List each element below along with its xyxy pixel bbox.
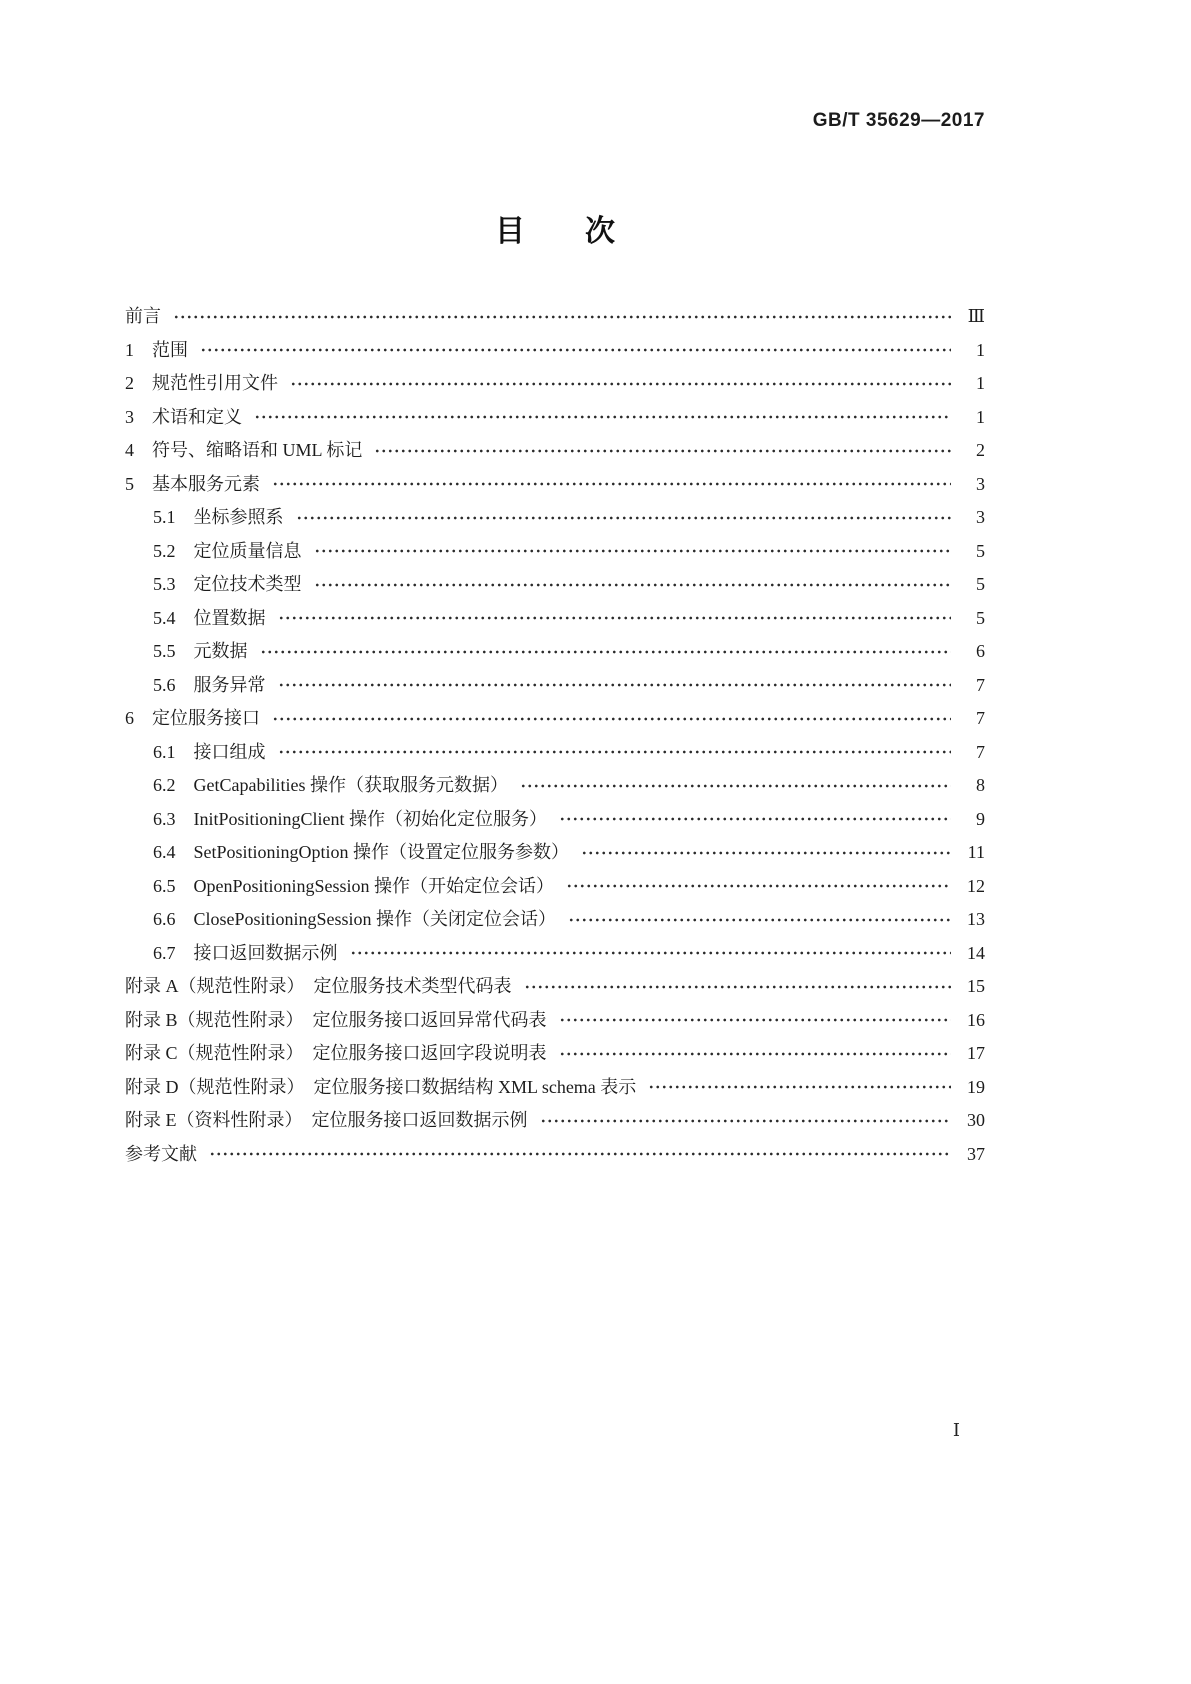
toc-entry-page: 9: [976, 808, 985, 829]
toc-entry-page: 11: [967, 842, 985, 862]
dot-leader: [278, 677, 952, 693]
toc-entry-label: 6.2 GetCapabilities 操作（获取服务元数据）: [153, 775, 508, 795]
toc-entry: [125, 434, 985, 468]
toc-entry-label: 5.6 服务异常: [153, 674, 266, 695]
toc-entry-label: 6.4 SetPositioningOption 操作（设置定位服务参数）: [153, 842, 570, 862]
toc-entry: [125, 702, 985, 736]
dot-leader: [568, 912, 951, 928]
toc-entry-label: 1 范围: [125, 339, 188, 360]
toc-entry-page: 37: [967, 1143, 985, 1164]
dot-leader: [559, 1046, 951, 1062]
dot-leader: [173, 309, 951, 325]
dot-leader: [278, 744, 952, 760]
dot-leader: [648, 1079, 951, 1095]
dot-leader: [278, 610, 952, 626]
toc-entry-label: 5.4 位置数据: [153, 607, 266, 628]
toc-entry-page: 1: [976, 406, 985, 427]
toc-entry-page: 1: [976, 373, 985, 393]
toc-entry: [125, 401, 985, 435]
toc-entry: [125, 937, 985, 971]
toc-entry-page: 5: [976, 607, 985, 628]
toc-entry-page: 8: [976, 775, 985, 795]
toc-entry-page: 19: [967, 1076, 985, 1097]
dot-leader: [540, 1113, 952, 1129]
dot-leader: [350, 945, 952, 961]
toc-entry-page: 12: [967, 875, 985, 896]
toc-entry-label: 附录 C（规范性附录） 定位服务接口返回字段说明表: [125, 1043, 547, 1063]
toc-entry: [125, 602, 985, 636]
dot-leader: [566, 878, 951, 894]
toc-entry-label: 附录 D（规范性附录） 定位服务接口数据结构 XML schema 表示: [125, 1076, 637, 1097]
dot-leader: [272, 711, 951, 727]
dot-leader: [581, 845, 951, 861]
toc-entry: [125, 468, 985, 502]
toc-entry: [125, 836, 985, 870]
toc-entry: [125, 736, 985, 770]
toc-entry-page: 5: [976, 540, 985, 561]
toc-entry-page: 3: [976, 473, 985, 494]
toc-entry: [125, 903, 985, 937]
dot-leader: [254, 409, 951, 425]
toc-entry: [125, 334, 985, 368]
dot-leader: [290, 376, 951, 392]
toc-entry: [125, 568, 985, 602]
toc-entry: [125, 1004, 985, 1038]
toc-entry-label: 6.5 OpenPositioningSession 操作（开始定位会话）: [153, 875, 555, 896]
toc-entry-label: 2 规范性引用文件: [125, 373, 278, 393]
toc-entry: [125, 535, 985, 569]
dot-leader: [520, 778, 951, 794]
toc-entry-label: 参考文献: [125, 1143, 197, 1164]
toc-entry: [125, 1071, 985, 1105]
toc-entry-page: 14: [967, 942, 985, 963]
toc-entry: [125, 1037, 985, 1071]
standard-number: GB/T 35629—2017: [812, 110, 985, 131]
toc-entry-label: 6.1 接口组成: [153, 741, 266, 762]
toc-entry-label: 5 基本服务元素: [125, 473, 260, 494]
page-footer: [953, 1420, 960, 1441]
toc-title: 目 次: [495, 215, 615, 248]
toc-entry-page: Ⅲ: [967, 306, 985, 326]
dot-leader: [200, 342, 951, 358]
toc-entry-page: 6: [976, 641, 985, 661]
toc-entry: [125, 669, 985, 703]
toc-entry: [125, 501, 985, 535]
toc-entry: [125, 635, 985, 669]
dot-leader: [524, 979, 952, 995]
dot-leader: [314, 577, 952, 593]
document-header: [813, 110, 985, 132]
toc-entry-label: 5.3 定位技术类型: [153, 574, 302, 594]
toc-entry-label: 3 术语和定义: [125, 406, 242, 427]
toc-entry-label: 附录 E（资料性附录） 定位服务接口返回数据示例: [125, 1110, 528, 1130]
dot-leader: [559, 811, 951, 827]
toc-entry: [125, 769, 985, 803]
toc-entry: [125, 367, 985, 401]
toc-entry-label: 前言: [125, 306, 161, 326]
toc-entry-label: 5.1 坐标参照系: [153, 507, 284, 527]
toc-entry-page: 7: [976, 708, 985, 728]
dot-leader: [559, 1012, 951, 1028]
dot-leader: [209, 1146, 951, 1162]
toc-entry-page: 7: [976, 741, 985, 762]
toc-entry-page: 16: [967, 1009, 985, 1030]
dot-leader: [260, 644, 952, 660]
toc-entry-label: 附录 B（规范性附录） 定位服务接口返回异常代码表: [125, 1009, 547, 1030]
toc-entry: [125, 970, 985, 1004]
toc-entry-page: 17: [967, 1043, 985, 1063]
toc-entry-label: 4 符号、缩略语和 UML 标记: [125, 440, 363, 460]
toc-entry: [125, 1104, 985, 1138]
dot-leader: [272, 476, 951, 492]
toc-entry: [125, 1138, 985, 1172]
toc-entry-page: 3: [976, 507, 985, 527]
toc-entry-label: 6.6 ClosePositioningSession 操作（关闭定位会话）: [153, 909, 557, 929]
table-of-contents: [125, 300, 985, 1171]
dot-leader: [296, 510, 952, 526]
folio-page-number: Ⅰ: [952, 1420, 960, 1440]
toc-entry-label: 5.5 元数据: [153, 641, 248, 661]
toc-entry-page: 13: [967, 909, 985, 929]
toc-entry-page: 7: [976, 674, 985, 695]
toc-entry-page: 15: [967, 976, 985, 996]
toc-entry-page: 2: [976, 440, 985, 460]
toc-entry: [125, 803, 985, 837]
toc-entry-label: 6.3 InitPositioningClient 操作（初始化定位服务）: [153, 808, 548, 829]
toc-entry: [125, 300, 985, 334]
toc-entry: [125, 870, 985, 904]
dot-leader: [314, 543, 952, 559]
dot-leader: [374, 443, 951, 459]
toc-entry-label: 附录 A（规范性附录） 定位服务技术类型代码表: [125, 976, 512, 996]
toc-entry-page: 5: [976, 574, 985, 594]
toc-entry-page: 30: [967, 1110, 985, 1130]
toc-entry-label: 6 定位服务接口: [125, 708, 260, 728]
toc-entry-label: 6.7 接口返回数据示例: [153, 942, 338, 963]
toc-entry-label: 5.2 定位质量信息: [153, 540, 302, 561]
toc-entry-page: 1: [976, 339, 985, 360]
